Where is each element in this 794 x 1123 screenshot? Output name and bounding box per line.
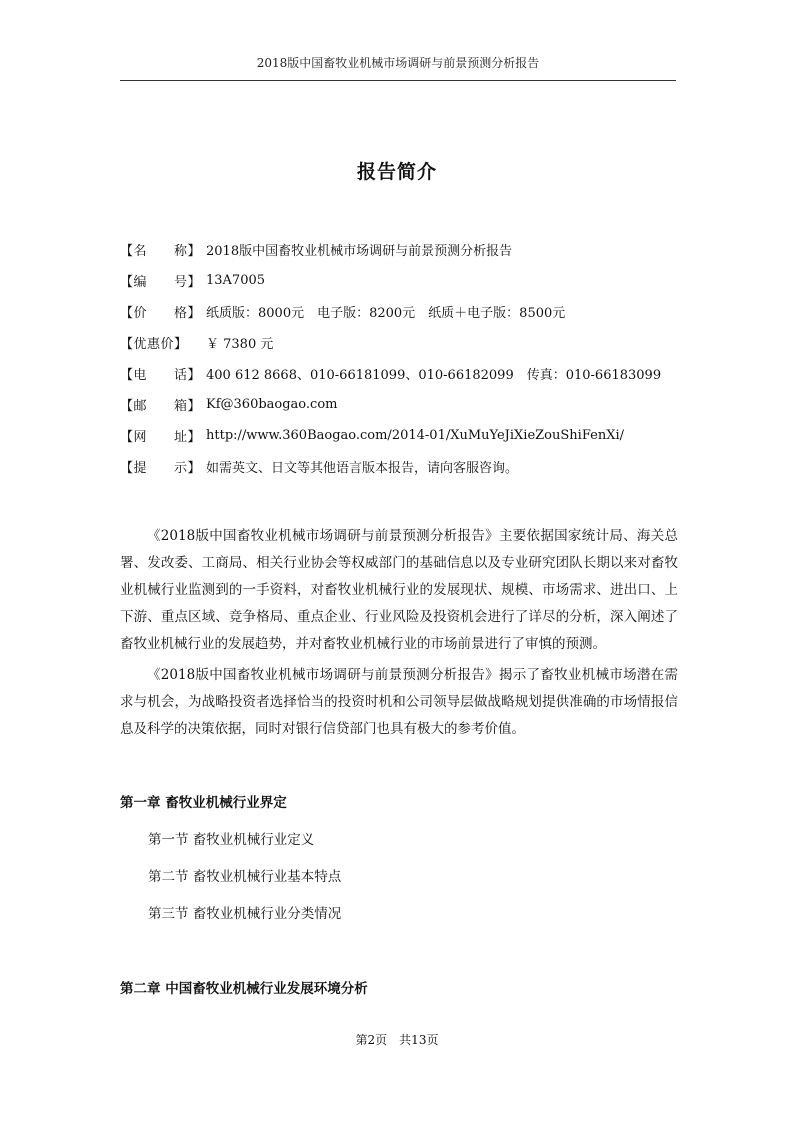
info-value: 2018版中国畜牧业机械市场调研与前景预测分析报告 (206, 244, 513, 259)
email-link[interactable]: Kf@360baogao.com (206, 397, 338, 412)
info-label: 【电 话】 (120, 368, 202, 383)
toc-section: 第二节 畜牧业机械行业基本特点 (148, 869, 342, 885)
info-value: 400 612 8668、010-66181099、010-66182099 传真：010-66183099 (206, 368, 662, 383)
toc-section: 第一节 畜牧业机械行业定义 (148, 832, 315, 848)
info-table (120, 234, 690, 482)
info-value: 如需英文、日文等其他语言版本报告，请向客服咨询。 (206, 461, 519, 476)
info-label: 【提 示】 (120, 461, 202, 476)
info-label: 【优惠价】 (120, 337, 188, 352)
header-rule (120, 80, 676, 81)
toc-section: 第三节 畜牧业机械行业分类情况 (148, 906, 342, 922)
info-value: 纸质版：8000元 电子版：8200元 纸质＋电子版：8500元 (206, 306, 566, 321)
info-value: 13A7005 (206, 273, 266, 288)
toc-chapter-1: 第一章 畜牧业机械行业界定 (120, 795, 287, 811)
info-row-tip (120, 451, 690, 482)
info-label: 【价 格】 (120, 306, 202, 321)
info-label: 【编 号】 (120, 275, 202, 290)
running-header: 2018版中国畜牧业机械市场调研与前景预测分析报告 (256, 56, 540, 70)
info-row-phone (120, 358, 690, 389)
page-title: 报告简介 (356, 161, 437, 183)
table-of-contents (120, 790, 678, 1002)
info-label: 【邮 箱】 (120, 399, 202, 414)
info-row-discount (120, 327, 690, 358)
summary (120, 523, 678, 747)
info-label: 【名 称】 (120, 244, 202, 259)
info-value: ￥ 7380 元 (206, 337, 274, 352)
info-row-name (120, 234, 690, 265)
page-number: 第2页 共13页 (355, 1033, 439, 1047)
info-row-website (120, 420, 690, 451)
info-row-code (120, 265, 690, 296)
summary-paragraph: 《2018版中国畜牧业机械市场调研与前景预测分析报告》揭示了畜牧业机械市场潜在需求与机会，为战略投资者选择恰当的投资时机和公司领导层做战略规划提供准确的市场情报信息及科学的决策依据，同时对银行信贷部门也具有极大的参考价值。 (120, 667, 678, 737)
info-row-price (120, 296, 690, 327)
info-label: 【网 址】 (120, 430, 202, 445)
toc-chapter-2: 第二章 中国畜牧业机械行业发展环境分析 (120, 981, 368, 997)
info-row-email (120, 389, 690, 420)
summary-paragraph: 《2018版中国畜牧业机械市场调研与前景预测分析报告》主要依据国家统计局、海关总署、发改委、工商局、相关行业协会等权威部门的基础信息以及专业研究团队长期以来对畜牧业机械行业监测到的一手资料，对畜牧业机械行业的发展现状、规模、市场需求、进出口、上下游、重点区域、竞争格局、重点企业、行业风险及投资机会进行了详尽的分析，深入阐述了畜牧业机械行业的发展趋势，并对畜牧业机械行业的市场前景进行了审慎的预测。 (120, 528, 678, 652)
website-link[interactable]: http://www.360Baogao.com/2014-01/XuMuYeJiXieZouShiFenXi/ (206, 428, 624, 443)
